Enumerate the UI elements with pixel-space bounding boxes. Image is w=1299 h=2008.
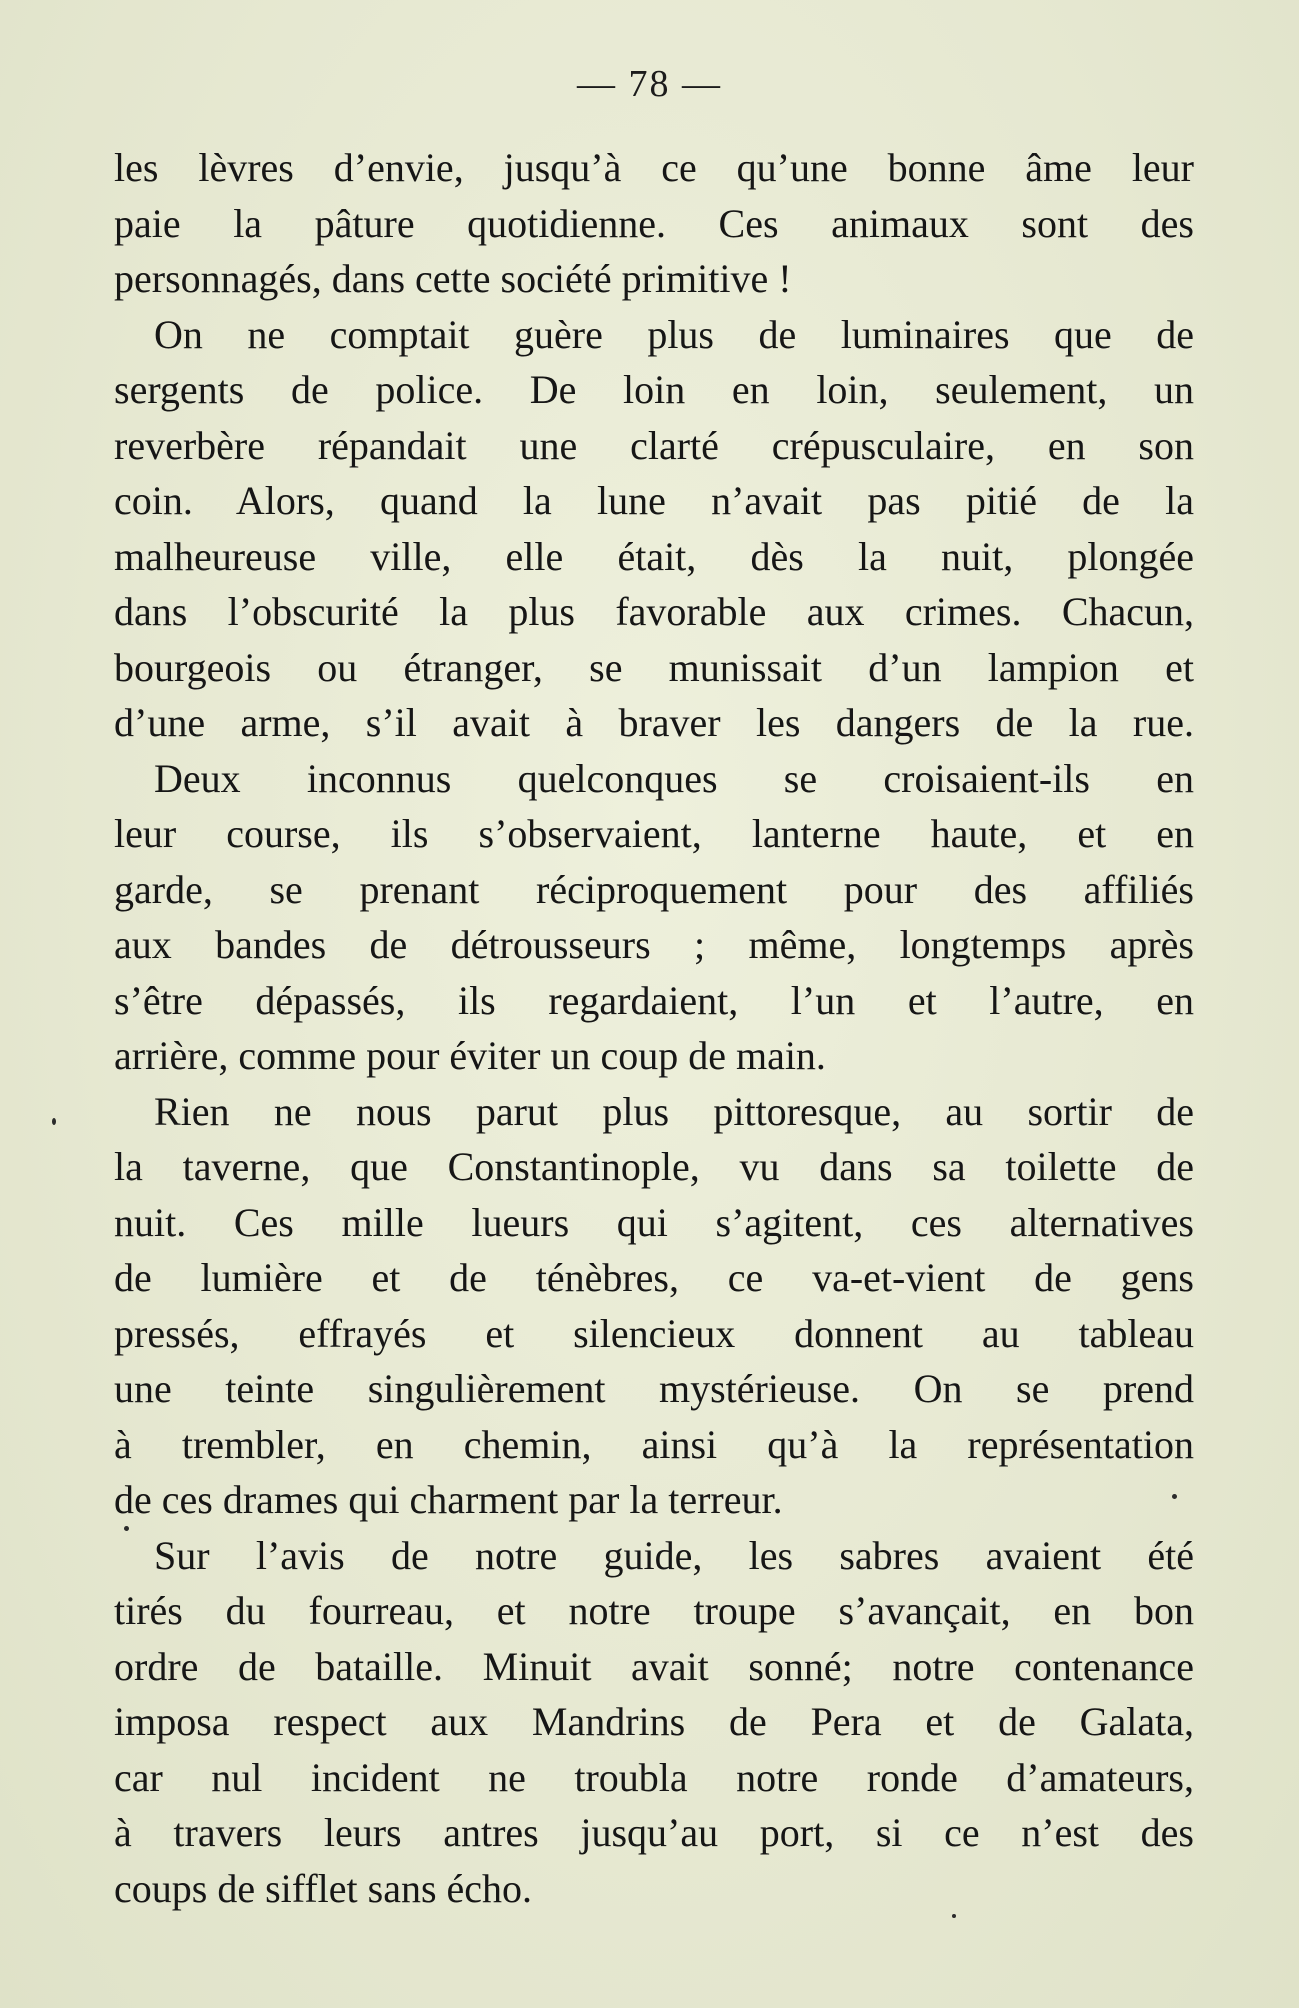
- print-speck: [52, 1118, 56, 1125]
- paragraph: [114, 307, 1194, 751]
- text-line: une teinte singulièrement mystérieuse. On se prend: [114, 1366, 1194, 1411]
- text-line: Sur l’avis de notre guide, les sabres avaient été: [154, 1532, 1194, 1578]
- print-speck: [124, 1526, 129, 1531]
- text-line: imposa respect aux Mandrins de Pera et de Galata,: [114, 1699, 1194, 1744]
- text-line: ordre de bataille. Minuit avait sonné; notre contenance: [114, 1643, 1194, 1689]
- text-line: personnagés, dans cette société primitive !: [114, 256, 792, 301]
- text-line: aux bandes de détrousseurs ; même, longtemps après: [114, 922, 1194, 967]
- text-line: Deux inconnus quelconques se croisaient-ils en: [154, 755, 1194, 801]
- body-text: [114, 140, 1194, 1916]
- text-line: dans l’obscurité la plus favorable aux crimes. Chacun,: [114, 589, 1194, 634]
- print-speck: [1172, 1494, 1177, 1499]
- paragraph: [114, 751, 1194, 1084]
- text-line: paie la pâture quotidienne. Ces animaux sont des: [114, 200, 1194, 246]
- text-line: tirés du fourreau, et notre troupe s’avançait, en bon: [114, 1588, 1194, 1633]
- text-line: On ne comptait guère plus de luminaires que de: [154, 311, 1194, 357]
- page-number: — 78 —: [577, 63, 722, 105]
- paragraph: [114, 1084, 1194, 1528]
- text-line: coin. Alors, quand la lune n’avait pas pitié de la: [114, 478, 1194, 523]
- text-line: Rien ne nous parut plus pittoresque, au sortir de: [154, 1088, 1194, 1134]
- text-line: bourgeois ou étranger, se munissait d’un lampion et: [114, 644, 1194, 690]
- text-line: pressés, effrayés et silencieux donnent au tableau: [114, 1310, 1194, 1356]
- text-line: reverbère répandait une clarté crépusculaire, en son: [114, 422, 1194, 468]
- print-speck: [952, 1914, 956, 1918]
- text-line: car nul incident ne troubla notre ronde d’amateurs,: [114, 1754, 1194, 1800]
- text-line: malheureuse ville, elle était, dès la nuit, plongée: [114, 533, 1194, 579]
- text-line: de ces drames qui charment par la terreur.: [114, 1477, 783, 1522]
- text-line: les lèvres d’envie, jusqu’à ce qu’une bonne âme leur: [114, 145, 1194, 190]
- text-line: leur course, ils s’observaient, lanterne haute, et en: [114, 811, 1194, 856]
- text-line: nuit. Ces mille lueurs qui s’agitent, ces alternatives: [114, 1199, 1194, 1245]
- text-line: s’être dépassés, ils regardaient, l’un et l’autre, en: [114, 977, 1194, 1023]
- text-line: à travers leurs antres jusqu’au port, si ce n’est des: [114, 1810, 1194, 1855]
- text-line: la taverne, que Constantinople, vu dans sa toilette de: [114, 1144, 1194, 1189]
- text-line: d’une arme, s’il avait à braver les dangers de la rue.: [114, 700, 1194, 745]
- paragraph: [114, 1528, 1194, 1917]
- paragraph: [114, 140, 1194, 307]
- text-line: coups de sifflet sans écho.: [114, 1865, 533, 1911]
- text-line: garde, se prenant réciproquement pour des affiliés: [114, 866, 1194, 912]
- text-line: de lumière et de ténèbres, ce va-et-vient de gens: [114, 1255, 1194, 1300]
- text-line: sergents de police. De loin en loin, seulement, un: [114, 367, 1194, 412]
- text-line: à trembler, en chemin, ainsi qu’à la représentation: [114, 1421, 1194, 1467]
- text-line: arrière, comme pour éviter un coup de main.: [114, 1033, 826, 1078]
